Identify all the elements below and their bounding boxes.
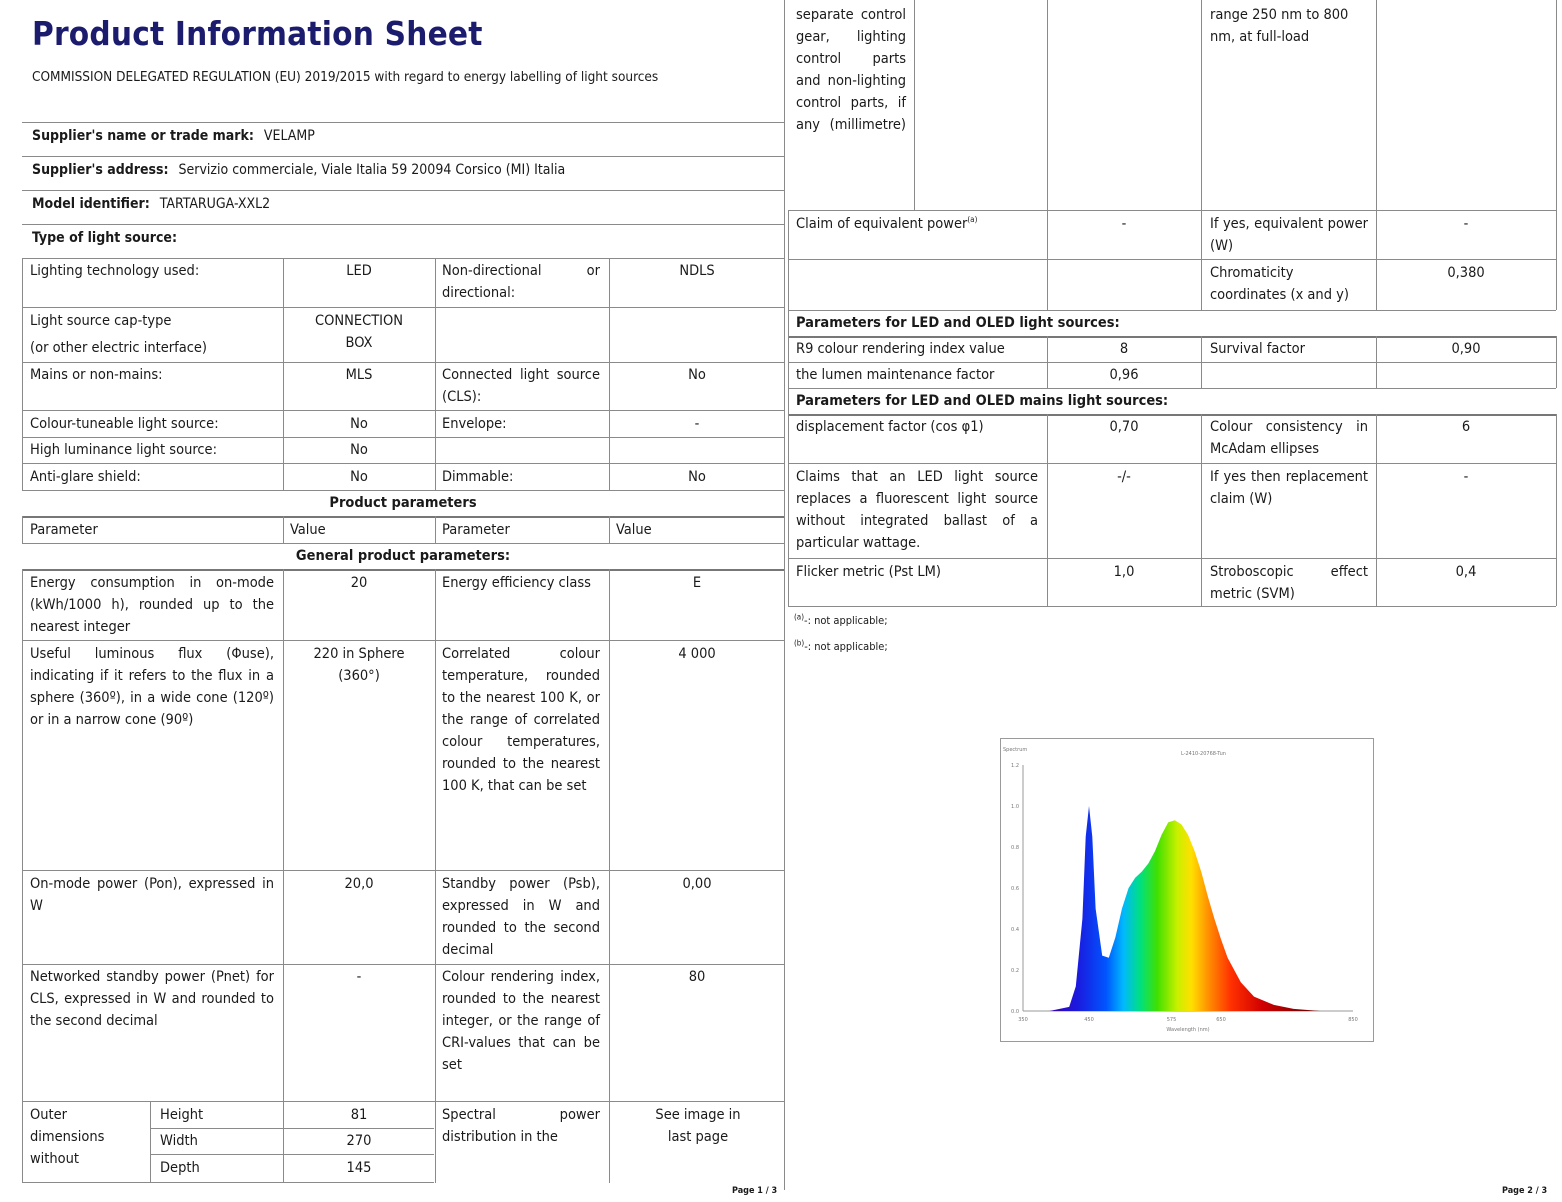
tuneable-value: No xyxy=(284,413,434,435)
led-oled-heading: Parameters for LED and OLED light sources: xyxy=(790,312,1550,334)
cap-label-1: Light source cap-type xyxy=(24,310,284,332)
antiglare-value: No xyxy=(284,466,434,488)
supplier-address-value: Servizio commerciale, Viale Italia 59 20094 Corsico (MI) Italia xyxy=(179,162,566,178)
col-value-2: Value xyxy=(610,519,784,541)
flicker-value: 1,0 xyxy=(1048,561,1200,583)
strobo-label: Stroboscopic effect metric (SVM) xyxy=(1204,561,1374,605)
equiv-row-label xyxy=(790,213,1046,235)
general-parameters-heading: General product parameters: xyxy=(22,545,784,567)
spectrum-chart-frame xyxy=(1000,738,1374,1042)
envelope-label: Envelope: xyxy=(436,413,606,435)
continued-label: separate control gear, lighting control parts and non-lighting control parts, if any (millimetre) xyxy=(790,4,912,136)
outer-dimensions-label: Outer dimensions without xyxy=(24,1104,148,1170)
col-parameter-2: Parameter xyxy=(436,519,606,541)
replacement-value: - xyxy=(1378,466,1554,488)
flux-value: 220 in Sphere (360°) xyxy=(304,643,414,687)
x-tick-label: 850 xyxy=(1348,1017,1358,1023)
supplier-name-label: Supplier's name or trade mark: xyxy=(32,128,254,144)
note-a-text: -: not applicable; xyxy=(804,614,888,627)
y-tick-label: 0.0 xyxy=(1011,1009,1019,1015)
lumen-value: 0,96 xyxy=(1048,364,1200,386)
directional-label: Non-directional or directional: xyxy=(436,260,606,304)
spd-value: See image in last page xyxy=(636,1104,760,1148)
cri-label: Colour rendering index, rounded to the nearest integer, or the range of CRI-values that can be set xyxy=(436,966,606,1076)
depth-value: 145 xyxy=(284,1157,434,1179)
claims-label: Claims that an LED light source replaces a fluorescent light source without integrated ballast of a particular wattage. xyxy=(790,466,1044,554)
r9-label: R9 colour rendering index value xyxy=(790,338,1046,360)
y-tick-label: 0.8 xyxy=(1011,845,1019,851)
high-lum-label: High luminance light source: xyxy=(24,439,284,461)
flux-label: Useful luminous flux (Φuse), indicating if it refers to the flux in a sphere (360º), in a wide cone (120º) or in a narrow cone (90º) xyxy=(24,643,280,731)
networked-value: - xyxy=(284,966,434,988)
claims-value: -/- xyxy=(1048,466,1200,488)
lumen-label: the lumen maintenance factor xyxy=(790,364,1046,386)
type-label: Type of light source: xyxy=(32,227,177,249)
cct-value: 4 000 xyxy=(610,643,784,665)
supplier-name-value: VELAMP xyxy=(264,128,315,144)
energy-label: Energy consumption in on-mode (kWh/1000 h), rounded up to the nearest integer xyxy=(24,572,280,638)
note-b-sup: (b) xyxy=(794,638,804,647)
cap-label-2: (or other electric interface) xyxy=(24,337,284,359)
equiv-value: - xyxy=(1048,213,1200,235)
page-number-2: Page 2 / 3 xyxy=(1502,1180,1547,1202)
cap-value: CONNECTION BOX xyxy=(294,310,424,354)
onmode-label: On-mode power (Pon), expressed in W xyxy=(24,873,280,917)
page-number-1: Page 1 / 3 xyxy=(732,1180,777,1202)
model-value: TARTARUGA-XXL2 xyxy=(160,196,270,212)
survival-value: 0,90 xyxy=(1378,338,1554,360)
x-tick-label: 575 xyxy=(1167,1017,1177,1023)
cri-value: 80 xyxy=(610,966,784,988)
mains-heading: Parameters for LED and OLED mains light sources: xyxy=(790,390,1550,412)
spd-label: Spectral power distribution in the xyxy=(436,1104,606,1148)
page-title: Product Information Sheet xyxy=(32,12,483,56)
dimmable-label: Dimmable: xyxy=(436,466,606,488)
y-axis-label: Spectrum xyxy=(1003,747,1027,753)
equiv-w-value: - xyxy=(1378,213,1554,235)
chroma-label: Chromaticity coordinates (x and y) xyxy=(1204,262,1374,306)
height-value: 81 xyxy=(284,1104,434,1126)
tech-value: LED xyxy=(284,260,434,282)
product-parameters-heading: Product parameters xyxy=(22,492,784,514)
survival-label: Survival factor xyxy=(1204,338,1374,360)
chart-title: L-2410-20768-Tun xyxy=(1181,751,1226,757)
note-a xyxy=(794,610,888,632)
standby-label: Standby power (Psb), expressed in W and rounded to the second decimal xyxy=(436,873,606,961)
onmode-value: 20,0 xyxy=(284,873,434,895)
strobo-value: 0,4 xyxy=(1378,561,1554,583)
high-lum-value: No xyxy=(284,439,434,461)
width-value: 270 xyxy=(284,1130,434,1152)
replacement-label: If yes then replacement claim (W) xyxy=(1204,466,1374,510)
y-tick-label: 0.6 xyxy=(1011,886,1019,892)
col-value-1: Value xyxy=(284,519,434,541)
y-tick-label: 0.2 xyxy=(1011,968,1019,974)
col-parameter-1: Parameter xyxy=(24,519,284,541)
spectrum-chart xyxy=(1001,739,1373,1041)
x-tick-label: 350 xyxy=(1018,1017,1028,1023)
energy-value: 20 xyxy=(284,572,434,594)
supplier-name-row xyxy=(32,125,315,147)
cct-label: Correlated colour temperature, rounded to the nearest 100 K, or the range of correlated colour temperatures, rounded to the nearest 100 K, that can be set xyxy=(436,643,606,797)
directional-value: NDLS xyxy=(610,260,784,282)
standby-value: 0,00 xyxy=(610,873,784,895)
mains-label: Mains or non-mains: xyxy=(24,364,284,386)
envelope-value: - xyxy=(610,413,784,435)
width-label: Width xyxy=(154,1130,282,1152)
flicker-label: Flicker metric (Pst LM) xyxy=(790,561,1046,583)
efficiency-value: E xyxy=(610,572,784,594)
dimmable-value: No xyxy=(610,466,784,488)
equiv-w-label: If yes, equivalent power (W) xyxy=(1204,213,1374,257)
depth-label: Depth xyxy=(154,1157,282,1179)
equiv-label: Claim of equivalent power xyxy=(796,216,967,232)
consistency-value: 6 xyxy=(1378,416,1554,438)
r9-value: 8 xyxy=(1048,338,1200,360)
connected-label: Connected light source (CLS): xyxy=(436,364,606,408)
note-a-sup: (a) xyxy=(794,612,804,621)
efficiency-label: Energy efficiency class xyxy=(436,572,606,594)
x-axis-label: Wavelength (nm) xyxy=(1166,1027,1209,1033)
equiv-sup: (a) xyxy=(967,215,977,224)
disp-label: displacement factor (cos φ1) xyxy=(790,416,1046,438)
model-row xyxy=(32,193,270,215)
supplier-address-row xyxy=(32,159,565,181)
note-b xyxy=(794,636,888,658)
antiglare-label: Anti-glare shield: xyxy=(24,466,284,488)
height-label: Height xyxy=(154,1104,282,1126)
networked-label: Networked standby power (Pnet) for CLS, expressed in W and rounded to the second decimal xyxy=(24,966,280,1032)
x-tick-label: 450 xyxy=(1084,1017,1094,1023)
model-label: Model identifier: xyxy=(32,196,150,212)
x-tick-label: 650 xyxy=(1216,1017,1226,1023)
note-b-text: -: not applicable; xyxy=(804,640,888,653)
consistency-label: Colour consistency in McAdam ellipses xyxy=(1204,416,1374,460)
tech-label: Lighting technology used: xyxy=(24,260,284,282)
regulation-text: COMMISSION DELEGATED REGULATION (EU) 2019/2015 with regard to energy labelling of light sources xyxy=(32,66,772,88)
chroma-value: 0,380 xyxy=(1378,262,1554,284)
continued-right: range 250 nm to 800 nm, at full-load xyxy=(1204,4,1374,48)
connected-value: No xyxy=(610,364,784,386)
tuneable-label: Colour-tuneable light source: xyxy=(24,413,284,435)
disp-value: 0,70 xyxy=(1048,416,1200,438)
y-tick-label: 1.2 xyxy=(1011,763,1019,769)
y-tick-label: 1.0 xyxy=(1011,804,1019,810)
spectrum-area xyxy=(1049,806,1333,1011)
mains-value: MLS xyxy=(284,364,434,386)
supplier-address-label: Supplier's address: xyxy=(32,162,169,178)
y-tick-label: 0.4 xyxy=(1011,927,1019,933)
